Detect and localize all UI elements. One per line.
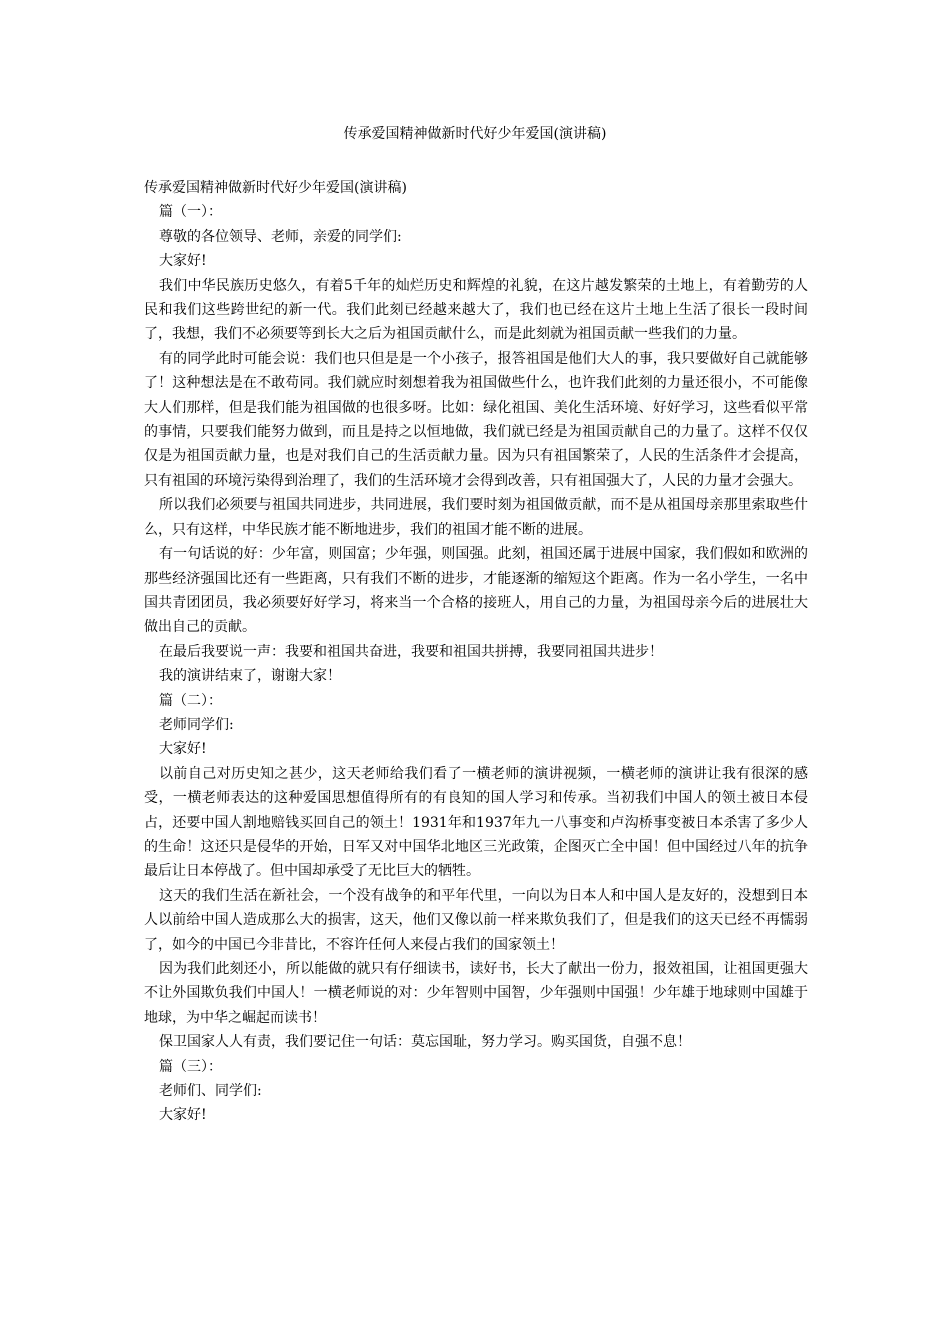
paragraph: 有一句话说的好：少年富，则国富；少年强，则国强。此刻，祖国还属于进展中国家，我们假如和欧洲的那些经济强国比还有一些距离，只有我们不断的进步，才能逐渐的缩短这个距离。作为一名小学生，一名中国共青团团员，我必须要好好学习，将来当一个合格的接班人，用自己的力量，为祖国母亲今后的进展壮大做出自己的贡献。 [144,546,808,636]
paragraph: 保卫国家人人有责，我们要记住一句话：莫忘国耻，努力学习。购买国货，自强不息！ [159,1034,691,1051]
salutation: 老师们、同学们: [159,1083,262,1100]
paragraph: 这天的我们生活在新社会，一个没有战争的和平年代里，一向以为日本人和中国人是友好的，没想到日本人以前给中国人造成那么大的损害，这天，他们又像以前一样来欺负我们了，但是我们的这天已经不再懦弱了，如今的中国已今非昔比，不容许任何人来侵占我们的国家领土！ [144,887,808,953]
body-heading: 传承爱国精神做新时代好少年爱国(演讲稿) [144,180,407,196]
greeting: 大家好! [159,253,207,270]
salutation: 尊敬的各位领导、老师，亲爱的同学们: [159,228,402,245]
paragraph: 有的同学此时可能会说：我们也只但是是一个小孩子，报答祖国是他们大人的事，我只要做好自己就能够了！这种想法是在不敢苟同。我们就应时刻想着我为祖国做些什么，也许我们此刻的力量还很小，不可能像大人们那样，但是我们能为祖国做的也很多呀。比如：绿化祖国、美化生活环境、好好学习，这些看似平常的事情，只要我们能努力做到，而且是持之以恒地做，我们就已经是为祖国贡献自己的力量了。这样不仅仅仅是为祖国贡献力量，也是对我们自己的生活贡献力量。因为只有祖国繁荣了，人民的生活条件才会提高，只有祖国的环境污染得到治理了，我们的生活环境才会得到改善，只有祖国强大了，人民的力量才会强大。 [144,350,808,489]
paragraph: 所以我们必须要与祖国共同进步，共同进展，我们要时刻为祖国做贡献，而不是从祖国母亲那里索取些什么，只有这样，中华民族才能不断地进步，我们的祖国才能不断的进展。 [144,497,808,538]
greeting: 大家好! [159,1107,207,1124]
salutation: 老师同学们: [159,716,234,733]
section-heading-2: 篇（二）： [159,692,222,709]
paragraph: 我的演讲结束了，谢谢大家！ [159,668,341,685]
document-title: 传承爱国精神做新时代好少年爱国(演讲稿) [343,126,607,142]
paragraph: 我们中华民族历史悠久，有着5千年的灿烂历史和辉煌的礼貌，在这片越发繁荣的土地上，有着勤劳的人民和我们这些跨世纪的新一代。我们此刻已经越来越大了，我们也已经在这片土地上生活了很长一段时间了，我想，我们不必须要等到长大之后为祖国贡献什么，而是此刻就为祖国贡献一些我们的力量。 [144,277,808,343]
paragraph: 以前自己对历史知之甚少，这天老师给我们看了一横老师的演讲视频，一横老师的演讲让我有很深的感受，一横老师表达的这种爱国思想值得所有的有良知的国人学习和传承。当初我们中国人的领土被日本侵占，还要中国人割地赔钱买回自己的领土！1931年和1937年九一八事变和卢沟桥事变被日本杀害了多少人的生命！这还只是侵华的开始，日军又对中国华北地区三光政策，企图灭亡全中国！但中国经过八年的抗争最后让日本停战了。但中国却承受了无比巨大的牺牲。 [144,765,808,880]
section-heading-3: 篇（三）： [159,1058,222,1075]
document-body [144,176,808,1128]
paragraph: 在最后我要说一声：我要和祖国共奋进，我要和祖国共拼搏，我要同祖国共进步！ [159,643,663,660]
section-heading-1: 篇（一）： [159,204,222,221]
paragraph: 因为我们此刻还小，所以能做的就只有仔细读书，读好书，长大了献出一份力，报效祖国，让祖国更强大不让外国欺负我们中国人！一横老师说的对：少年智则中国智，少年强则中国强！少年雄于地球则中国雄于地球，为中华之崛起而读书！ [144,961,808,1026]
greeting: 大家好! [159,741,207,758]
